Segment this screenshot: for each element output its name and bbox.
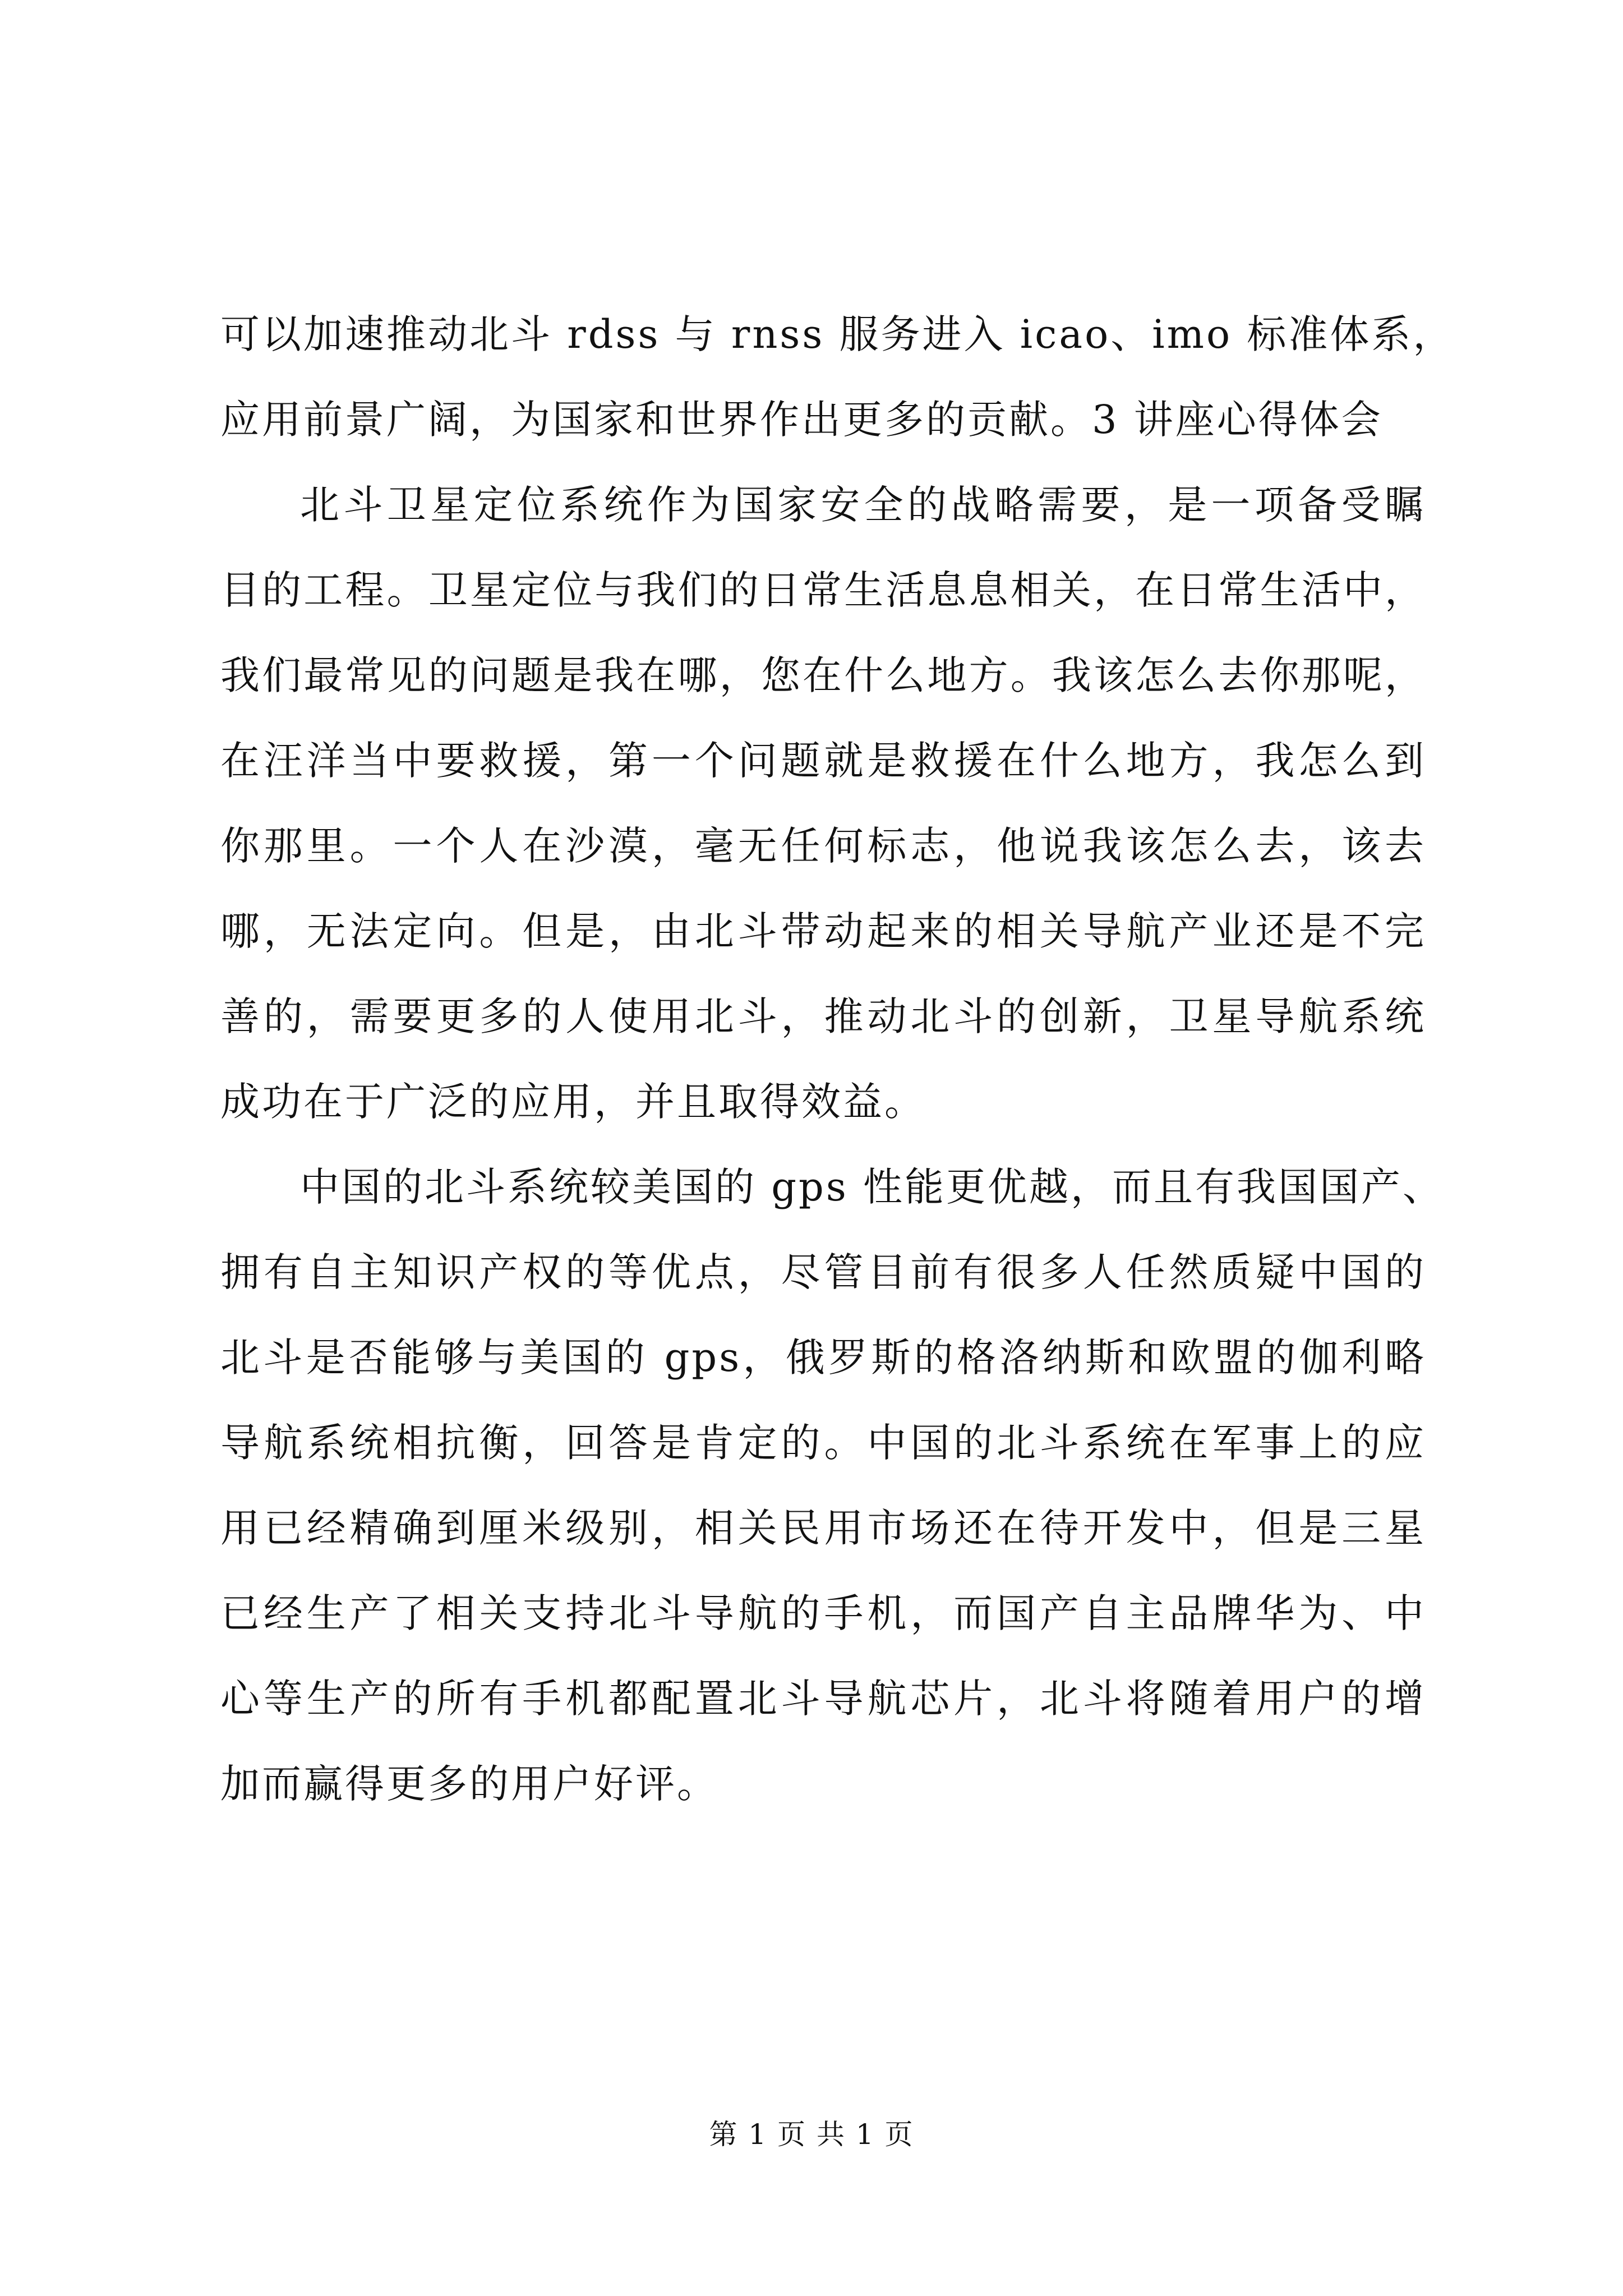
text-line: 用已经精确到厘米级别，相关民用市场还在待开发中，但是三星 [220,1505,1426,1551]
text-line: 已经生产了相关支持北斗导航的手机，而国产自主品牌华为、中 [220,1590,1426,1636]
text-line: 北斗卫星定位系统作为国家安全的战略需要，是一项备受瞩 [300,482,1426,528]
text-line: 成功在于广泛的应用，并且取得效益。 [220,1079,926,1125]
text-line: 在汪洋当中要救援，第一个问题就是救援在什么地方，我怎么到 [220,738,1426,784]
paragraph-3 [220,1144,1445,1826]
paragraph-1 [220,292,1455,462]
text-line: 你那里。一个人在沙漠，毫无任何标志，他说我该怎么去，该去 [220,823,1426,869]
text-line: 可以加速推动北斗 rdss 与 rnss 服务进入 icao、imo 标准体系， [220,311,1455,357]
text-line: 目的工程。卫星定位与我们的日常生活息息相关，在日常生活中， [220,567,1426,613]
text-line: 哪，无法定向。但是，由北斗带动起来的相关导航产业还是不完 [220,908,1426,954]
text-line: 应用前景广阔，为国家和世界作出更多的贡献。3 讲座心得体会 [220,397,1383,443]
text-line: 我们最常见的问题是我在哪，您在什么地方。我该怎么去你那呢， [220,652,1426,698]
text-line: 加而赢得更多的用户好评。 [220,1761,718,1807]
text-line: 导航系统相抗衡，回答是肯定的。中国的北斗系统在军事上的应 [220,1420,1426,1466]
text-line: 拥有自主知识产权的等优点，尽管目前有很多人任然质疑中国的 [220,1249,1426,1295]
text-line: 中国的北斗系统较美国的 gps 性能更优越，而且有我国国产、 [300,1164,1445,1210]
paragraph-2 [220,462,1426,1144]
text-line: 北斗是否能够与美国的 gps，俄罗斯的格洛纳斯和欧盟的伽利略 [220,1335,1426,1381]
page-number-footer: 第 1 页 共 1 页 [709,2118,914,2151]
text-line: 善的，需要更多的人使用北斗，推动北斗的创新，卫星导航系统 [220,993,1426,1039]
text-line: 心等生产的所有手机都配置北斗导航芯片，北斗将随着用户的增 [220,1676,1426,1722]
document-body [220,292,1455,1826]
